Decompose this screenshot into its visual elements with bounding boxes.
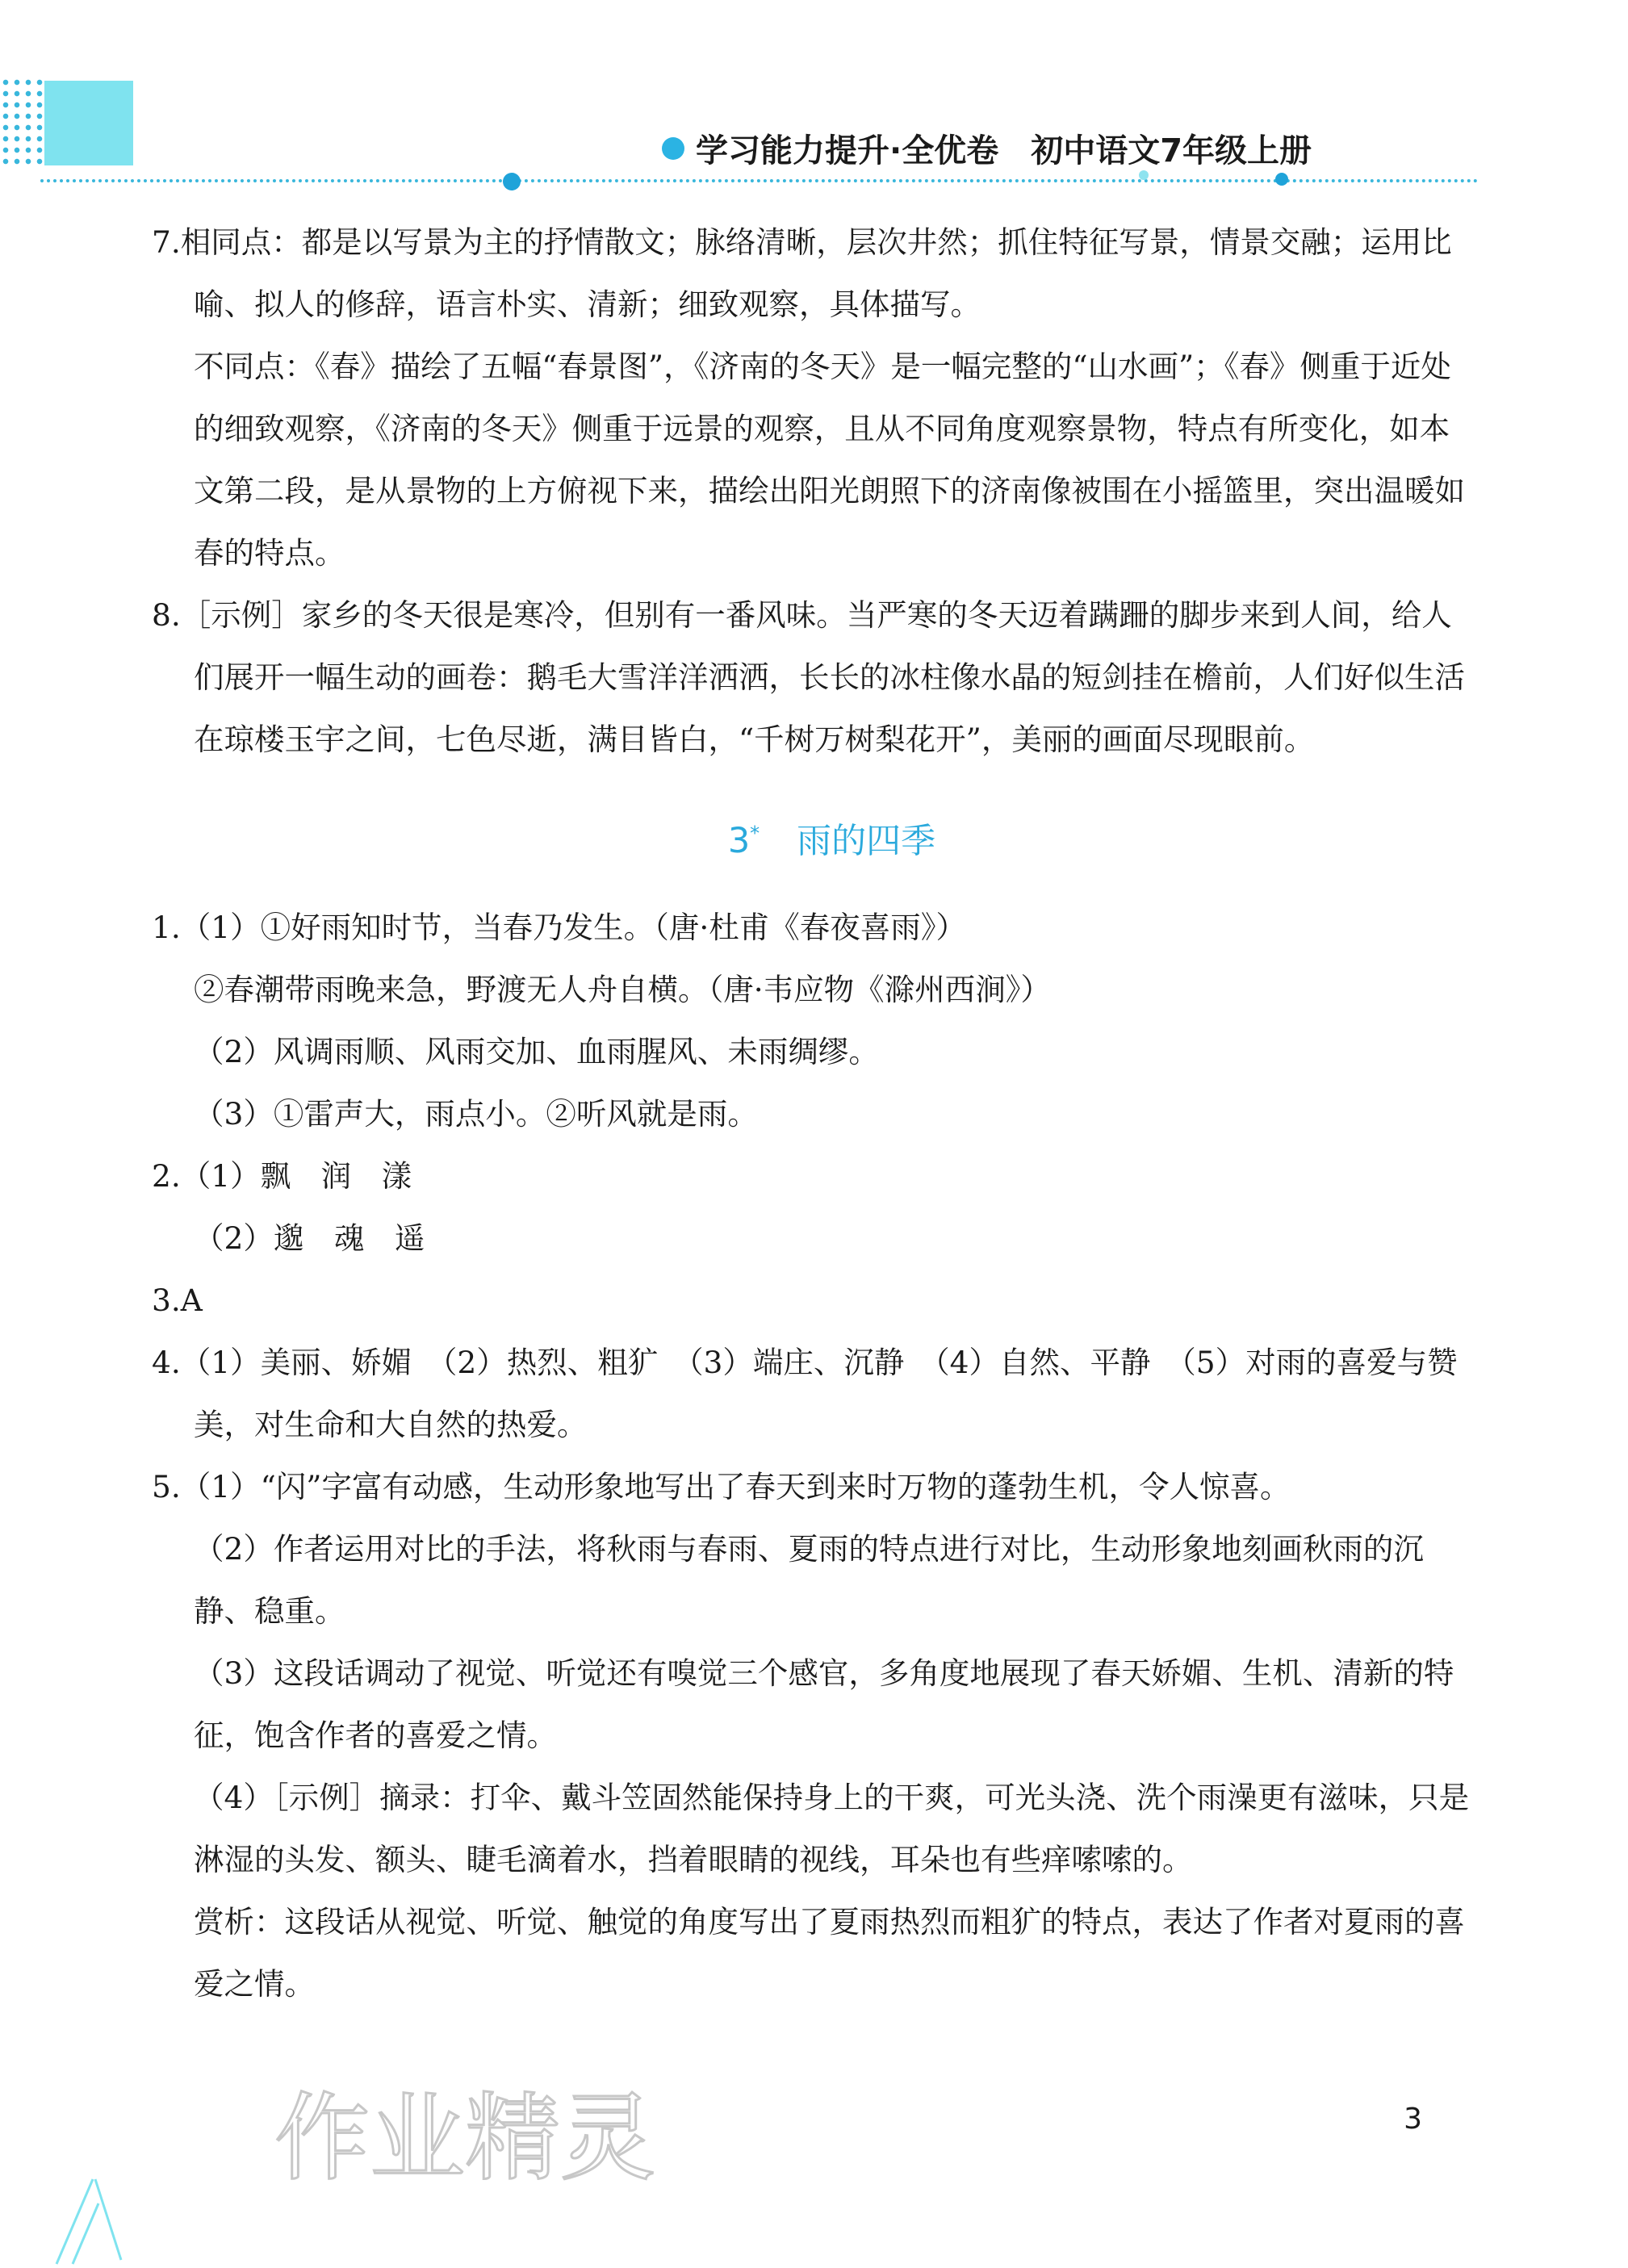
answer-1-3: （3）①雷声大，雨点小。②听风就是雨。 <box>194 1096 758 1132</box>
answer-7-differences: 不同点：《春》描绘了五幅“春景图”，《济南的冬天》是一幅完整的“山水画”；《春》侧重于近处的细致观察，《济南的冬天》侧重于远景的观察，且从不同角度观察景物，特点有所变化，如本文第二段，是从景物的上方俯视下来，描绘出阳光朗照下的济南像被围在小摇篮里，突出温暖如春的特点。 <box>194 349 1465 571</box>
section-title: 雨的四季 <box>797 821 936 862</box>
page-number: 3 <box>1404 2103 1422 2136</box>
header-decor-dot <box>503 173 521 190</box>
answer-5-2: （2）作者运用对比的手法，将秋雨与春雨、夏雨的特点进行对比，生动形象地刻画秋雨的沉静、稳重。 <box>194 1531 1424 1630</box>
header-decor-dot <box>1275 173 1288 186</box>
bullet-icon <box>662 137 684 160</box>
section-number: 3* <box>727 821 760 862</box>
answer-3: 3.A <box>152 1283 203 1319</box>
header-dotted-rule <box>40 179 1479 182</box>
answer-2-1: 2.（1）飘 润 漾 <box>152 1158 412 1195</box>
answer-1-1-b: ②春潮带雨晚来急，野渡无人舟自横。（唐·韦应物《滁州西涧》） <box>194 972 1051 1008</box>
answer-2-2: （2）邈 魂 遥 <box>194 1220 425 1257</box>
decorative-dot-grid <box>0 77 44 165</box>
running-header <box>662 125 1312 171</box>
section-heading <box>152 803 1479 872</box>
answer-content <box>152 211 1479 2015</box>
answer-5-3: （3）这段话调动了视觉、听觉还有嗅觉三个感官，多角度地展现了春天娇媚、生机、清新的特征，饱含作者的喜爱之情。 <box>194 1655 1454 1754</box>
answer-1-2: （2）风调雨顺、风雨交加、血雨腥风、未雨绸缪。 <box>194 1034 879 1070</box>
decorative-corner-block <box>44 81 133 165</box>
answer-4: 4.（1）美丽、娇媚 （2）热烈、粗犷 （3）端庄、沉静 （4）自然、平静 （5）对雨的喜爱与赞美，对生命和大自然的热爱。 <box>152 1345 1458 1443</box>
answer-7-similarities: 7.相同点：都是以写景为主的抒情散文；脉络清晰，层次井然；抓住特征写景，情景交融；运用比喻、拟人的修辞，语言朴实、清新；细致观察，具体描写。 <box>152 224 1452 322</box>
header-decor-dot <box>1139 170 1149 180</box>
answer-1-1-a: 1.（1）①好雨知时节，当春乃发生。（唐·杜甫《春夜喜雨》） <box>152 910 967 946</box>
watermark-logo <box>266 2074 686 2195</box>
decorative-corner-lines <box>48 2163 129 2268</box>
header-title: 学习能力提升·全优卷 初中语文7年级上册 <box>696 132 1312 169</box>
svg-text:作业精灵: 作业精灵 <box>274 2082 656 2194</box>
answer-8: 8.［示例］家乡的冬天很是寒冷，但别有一番风味。当严寒的冬天迈着蹒跚的脚步来到人间，给人们展开一幅生动的画卷：鹅毛大雪洋洋洒洒，长长的冰柱像水晶的短剑挂在檐前，人们好似生活在琼楼玉宇之间，七色尽逝，满目皆白，“千树万树梨花开”，美丽的画面尽现眼前。 <box>152 597 1465 757</box>
answer-5-4-analysis: 赏析：这段话从视觉、听觉、触觉的角度写出了夏雨热烈而粗犷的特点，表达了作者对夏雨的喜爱之情。 <box>194 1904 1465 2002</box>
answer-5-1: 5.（1）“闪”字富有动感，生动形象地写出了春天到来时万物的蓬勃生机，令人惊喜。 <box>152 1469 1291 1505</box>
answer-5-4-excerpt: （4）［示例］摘录：打伞、戴斗笠固然能保持身上的干爽，可光头浇、洗个雨澡更有滋味，只是淋湿的头发、额头、睫毛滴着水，挡着眼睛的视线，耳朵也有些痒嗦嗦的。 <box>194 1780 1470 1878</box>
